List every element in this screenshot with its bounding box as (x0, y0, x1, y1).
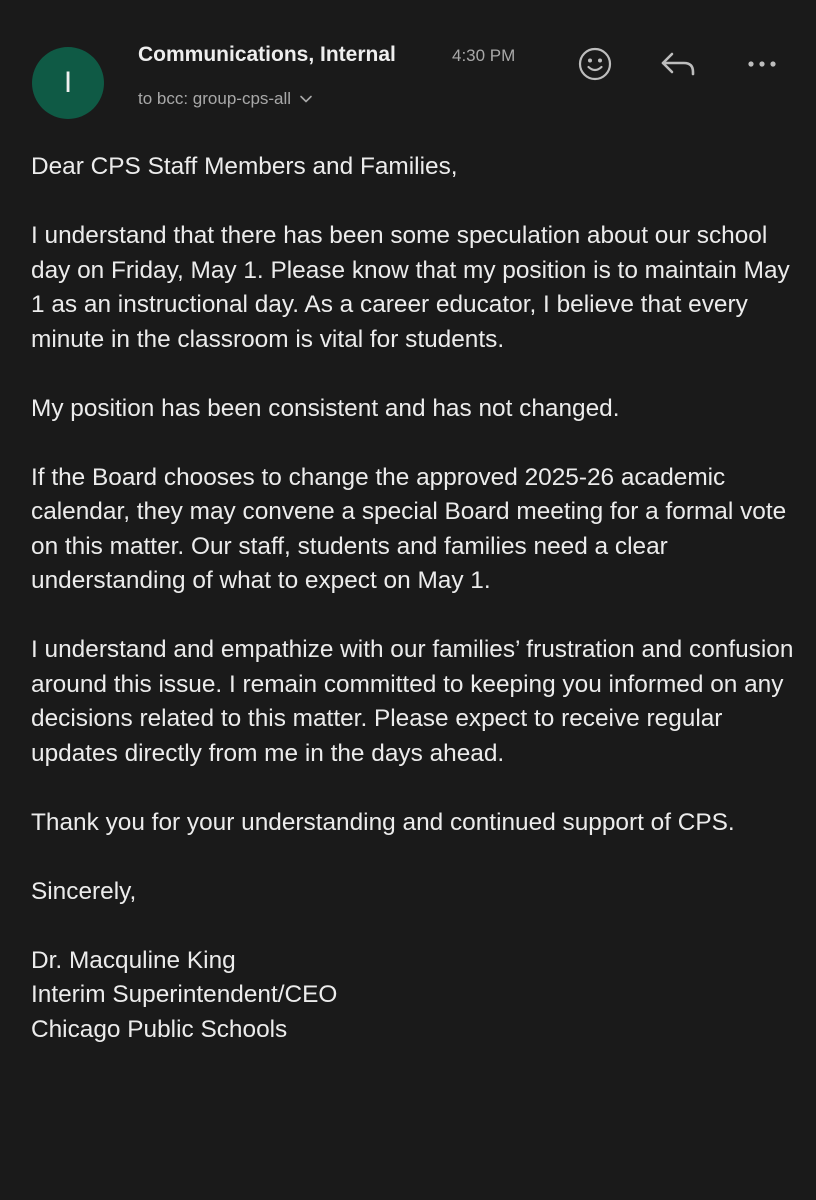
email-signature (31, 944, 801, 1048)
recipients-toggle[interactable] (138, 89, 313, 109)
email-paragraph: My position has been consistent and has not changed. (31, 394, 620, 422)
chevron-down-icon (299, 92, 313, 106)
email-paragraph: If the Board chooses to change the approved 2025-26 academic calendar, they may convene a special Board meeting for a formal vote on this matter. Our staff, students and families need a clear understanding of what to expect on May 1. (31, 463, 787, 594)
more-options-button[interactable] (742, 44, 782, 84)
add-reaction-button[interactable] (575, 44, 615, 84)
email-paragraph: I understand that there has been some speculation about our school day on Friday, May 1. Please know that my position is to maintain May 1 as an instructional day. As a career educator, I believe that every minute in the classroom is vital for students. (31, 222, 790, 353)
reply-arrow-icon (658, 46, 698, 82)
email-body (31, 150, 801, 1082)
email-paragraph: Thank you for your understanding and continued support of CPS. (31, 808, 735, 836)
signature-name: Dr. Macquline King (31, 946, 236, 974)
more-horizontal-icon (744, 46, 780, 82)
signature-title: Interim Superintendent/CEO (31, 981, 338, 1008)
email-closing: Sincerely, (31, 877, 137, 905)
email-paragraph: I understand and empathize with our families’ frustration and confusion around this issue. I remain committed to keeping you informed on any decisions related to this matter. Please expect to receive regular updates directly from me in the days ahead. (31, 636, 794, 767)
email-greeting: Dear CPS Staff Members and Families, (31, 153, 458, 180)
sender-name[interactable]: Communications, Internal (138, 43, 396, 66)
recipients-text: to bcc: group-cps-all (138, 89, 292, 108)
reply-button[interactable] (658, 44, 698, 84)
signature-organization: Chicago Public Schools (31, 1015, 288, 1043)
email-time: 4:30 PM (452, 46, 516, 65)
email-header (0, 0, 816, 130)
sender-avatar[interactable] (32, 47, 104, 119)
avatar-initial: I (63, 66, 73, 99)
smiley-face-icon (577, 46, 613, 82)
